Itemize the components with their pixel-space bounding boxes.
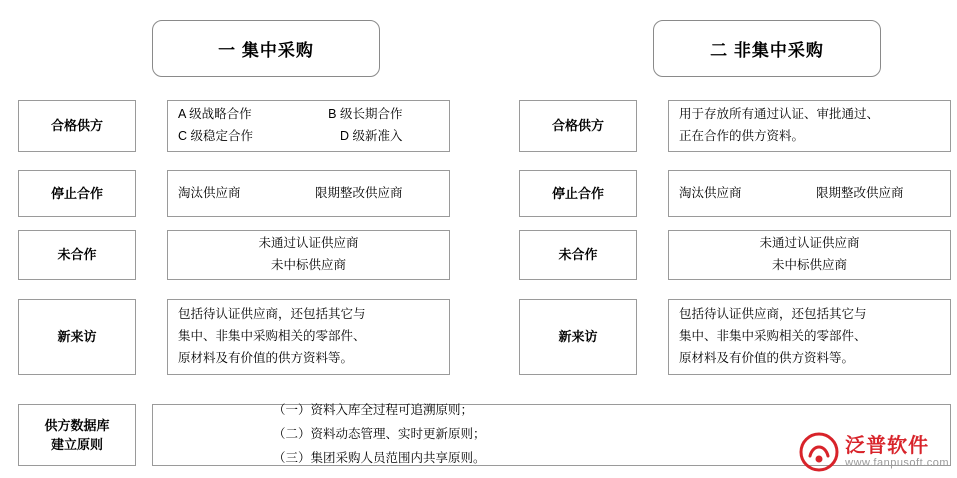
content-line: 原材料及有价值的供方资料等。: [178, 350, 354, 365]
content-line: 未中标供应商: [771, 258, 847, 272]
row-label-text: 新来访: [558, 329, 598, 345]
content-lines: [679, 104, 940, 148]
row-content-qualified-supplier-c1: [167, 100, 450, 152]
row-content-not-cooperated-c2: [668, 230, 951, 280]
row-label-stop-cooperation-c1: [18, 170, 136, 217]
column-header-label: 二 非集中采购: [710, 41, 824, 60]
content-line: [679, 183, 903, 205]
content-line: 集中、非集中采购相关的零部件、: [178, 329, 366, 344]
row-content-new-visit-c1: [167, 299, 450, 375]
content-cell: 限期整改供应商: [314, 185, 403, 200]
row-label-text: 合格供方: [551, 118, 604, 134]
content-line: [178, 126, 402, 148]
principle-line: （二）资料动态管理、实时更新原则；: [273, 427, 486, 442]
content-line: 包括待认证供应商，还包括其它与: [679, 307, 867, 322]
row-label-stop-cooperation-c2: [519, 170, 637, 217]
footer-content-principles: [152, 404, 951, 466]
column-header-noncentralized: [653, 20, 881, 77]
row-label-not-cooperated-c2: [519, 230, 637, 280]
content-line: 集中、非集中采购相关的零部件、: [679, 329, 867, 344]
row-label-qualified-supplier-c2: [519, 100, 637, 152]
content-line: 包括待认证供应商，还包括其它与: [178, 307, 366, 322]
watermark-url: www.fanpusoft.com: [845, 456, 949, 469]
content-cell: D 级新准入: [339, 129, 403, 143]
content-line: 未通过认证供应商: [258, 236, 359, 251]
principle-line: （三）集团采购人员范围内共享原则。: [273, 450, 486, 465]
row-content-stop-cooperation-c2: [668, 170, 951, 217]
row-label-text: 新来访: [57, 329, 97, 345]
content-line: 原材料及有价值的供方资料等。: [679, 350, 855, 365]
row-content-new-visit-c2: [668, 299, 951, 375]
footer-label-database-principles: [18, 404, 136, 466]
row-label-new-visit-c2: [519, 299, 637, 375]
row-label-text: 停止合作: [50, 185, 103, 201]
content-cell: 淘汰供应商: [178, 185, 241, 200]
content-cell: B 级长期合作: [328, 107, 403, 122]
content-lines: [178, 183, 439, 205]
content-cell: A 级战略合作: [178, 107, 252, 122]
footer-label-lines: [19, 416, 135, 455]
content-line: [178, 183, 402, 205]
content-cell: 淘汰供应商: [679, 185, 742, 200]
footer-label-line: 建立原则: [50, 437, 103, 452]
content-lines: [679, 233, 940, 277]
row-label-text: 停止合作: [551, 185, 604, 201]
content-cell: C 级稳定合作: [178, 129, 254, 143]
content-line: 未中标供应商: [270, 258, 346, 272]
row-label-text: 合格供方: [50, 118, 103, 134]
content-line: 未通过认证供应商: [759, 236, 860, 251]
principle-lines: [273, 399, 950, 470]
row-label-text: 未合作: [558, 247, 598, 263]
content-lines: [178, 233, 439, 277]
content-line: 用于存放所有通过认证、审批通过、: [679, 107, 880, 122]
row-content-stop-cooperation-c1: [167, 170, 450, 217]
row-label-text: 未合作: [57, 247, 97, 263]
content-lines: [178, 304, 439, 370]
column-header-label: 一 集中采购: [218, 41, 314, 60]
row-content-not-cooperated-c1: [167, 230, 450, 280]
principle-line: （一）资料入库全过程可追溯原则；: [273, 403, 474, 418]
content-lines: [679, 304, 940, 370]
column-header-centralized: [152, 20, 380, 77]
row-label-qualified-supplier-c1: [18, 100, 136, 152]
content-cell: 限期整改供应商: [815, 185, 904, 200]
content-lines: [178, 104, 439, 148]
watermark-brand: 泛普软件: [845, 434, 930, 457]
content-lines: [679, 183, 940, 205]
row-content-qualified-supplier-c2: [668, 100, 951, 152]
row-label-new-visit-c1: [18, 299, 136, 375]
footer-label-line: 供方数据库: [44, 417, 110, 433]
content-line: [178, 104, 402, 126]
row-label-not-cooperated-c1: [18, 230, 136, 280]
content-line: 正在合作的供方资料。: [679, 129, 805, 143]
